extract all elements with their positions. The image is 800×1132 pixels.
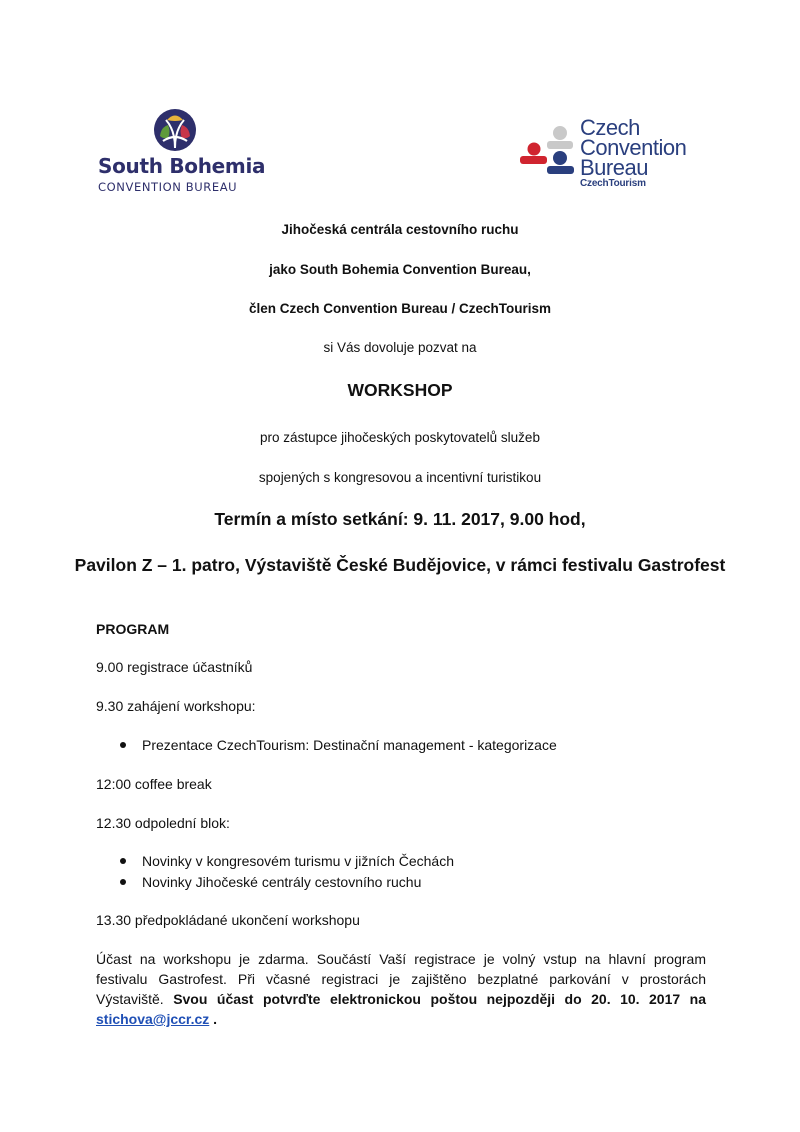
- meeting-place: Pavilon Z – 1. patro, Výstaviště České Budějovice, v rámci festivalu Gastrofest: [74, 555, 726, 575]
- program-item: 13.30 předpokládané ukončení workshopu: [96, 912, 360, 928]
- program-item: 12.30 odpolední blok:: [96, 815, 230, 831]
- program-item: 12:00 coffee break: [96, 776, 212, 792]
- people-icon: [518, 124, 580, 184]
- bullet-icon: [120, 879, 126, 885]
- registration-text: Účast na workshopu je zdarma. Součástí Vaší registrace je volný vstup na hlavní program festivalu Gastrofest. Při včasné registraci je zajištěno bezplatné parkování v prostorách Výstaviště.: [96, 951, 706, 1007]
- program-heading: PROGRAM: [96, 621, 170, 637]
- email-link[interactable]: stichova@jccr.cz: [96, 1011, 210, 1027]
- subtitle-line-1: pro zástupce jihočeských poskytovatelů služeb: [260, 430, 540, 445]
- header-line-1: Jihočeská centrála cestovního ruchu: [281, 222, 519, 237]
- program-bullet: Novinky v kongresovém turismu v jižních Čechách: [120, 853, 454, 869]
- program-bullet: Novinky Jihočeské centrály cestovního ruchu: [120, 874, 421, 890]
- meeting-date: Termín a místo setkání: 9. 11. 2017, 9.00 hod,: [214, 509, 586, 529]
- header-line-2: jako South Bohemia Convention Bureau,: [269, 262, 531, 277]
- program-bullet: Prezentace CzechTourism: Destinační management - kategorizace: [120, 737, 557, 753]
- ccb-line-2: Convention: [580, 135, 687, 160]
- program-item: 9.00 registrace účastníků: [96, 659, 253, 675]
- south-bohemia-emblem-icon: [153, 108, 197, 152]
- czech-convention-bureau-logo: [518, 115, 708, 193]
- header-line-3: člen Czech Convention Bureau / CzechTourism: [248, 301, 552, 316]
- ccb-line-3: Bureau: [580, 155, 648, 180]
- subtitle-line-2: spojených s kongresovou a incentivní turistikou: [258, 470, 542, 485]
- bullet-icon: [120, 742, 126, 748]
- ccb-line-1: Czech: [580, 115, 640, 140]
- program-item: 9.30 zahájení workshopu:: [96, 698, 256, 714]
- header-line-4: si Vás dovoluje pozvat na: [323, 340, 477, 355]
- south-bohemia-title: South Bohemia: [98, 154, 266, 178]
- workshop-title: WORKSHOP: [347, 380, 453, 400]
- south-bohemia-subtitle: CONVENTION BUREAU: [98, 180, 238, 194]
- registration-paragraph: Účast na workshopu je zdarma. Součástí Vaší registrace je volný vstup na hlavní program festivalu Gastrofest. Při včasné registraci je zajištěno bezplatné parkování v prostorách Výstaviště. Svou účast potvrďte elektronickou poštou nejpozději do 20. 10. 2017 na stichova@jccr.cz .: [96, 951, 706, 1027]
- bullet-icon: [120, 858, 126, 864]
- confirmation-text: Svou účast potvrďte elektronickou poštou nejpozději do 20. 10. 2017 na: [173, 991, 706, 1007]
- ccb-tagline: CzechTourism: [580, 178, 646, 189]
